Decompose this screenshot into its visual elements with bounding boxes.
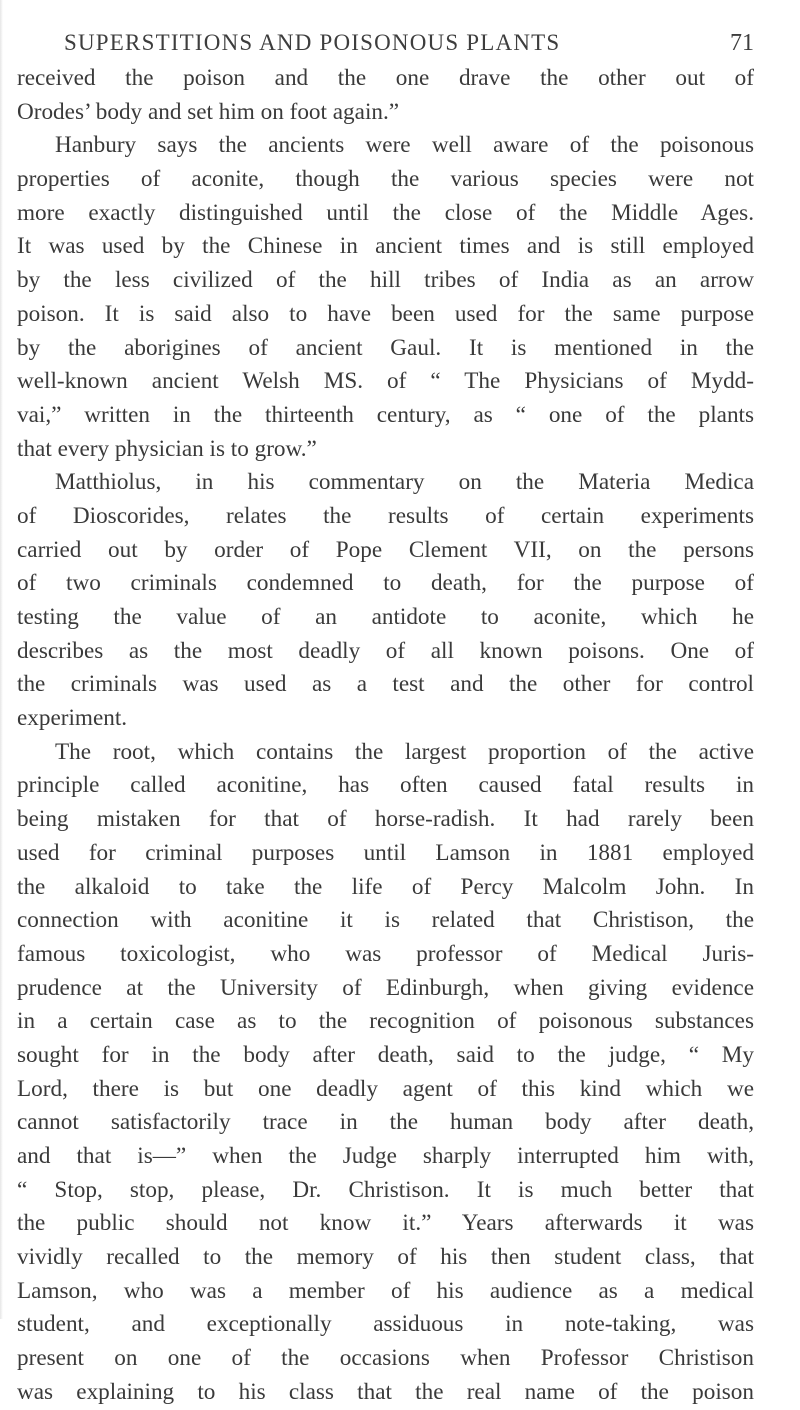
text-line: Orodes’ body and set him on foot again.”	[17, 98, 400, 125]
text-line: It was used by the Chinese in ancient times and is still employed	[17, 233, 754, 260]
text-line: student, and exceptionally assiduous in note-taking, was	[17, 1311, 754, 1338]
text-line: properties of aconite, though the various species were not	[17, 166, 754, 193]
text-line: more exactly distinguished until the close of the Middle Ages.	[17, 199, 754, 226]
body-text	[17, 62, 754, 1410]
text-line: used for criminal purposes until Lamson in 1881 employed	[17, 839, 754, 866]
text-line: the criminals was used as a test and the other for control	[17, 671, 754, 698]
text-line: and that is—” when the Judge sharply interrupted him with,	[17, 1143, 754, 1169]
text-line: Lord, there is but one deadly agent of this kind which we	[17, 1075, 754, 1102]
text-line: of Dioscorides, relates the results of certain experiments	[17, 502, 754, 529]
text-line: received the poison and the one drave the other out of	[17, 65, 754, 91]
text-line: describes as the most deadly of all known poisons. One of	[17, 637, 754, 664]
text-line: being mistaken for that of horse-radish. It had rarely been	[17, 806, 754, 833]
text-line: was explaining to his class that the real name of the poison	[17, 1378, 754, 1405]
page-number: 71	[730, 30, 754, 56]
text-line: vai,” written in the thirteenth century, as “ one of the plants	[17, 401, 754, 428]
text-line: of two criminals condemned to death, for the purpose of	[17, 570, 754, 597]
page-edge-shadow	[0, 0, 3, 1319]
text-line: by the aborigines of ancient Gaul. It is mentioned in the	[17, 334, 754, 361]
text-line: poison. It is said also to have been used for the same purpose	[17, 300, 754, 327]
running-title: SUPERSTITIONS AND POISONOUS PLANTS	[64, 30, 561, 55]
text-line: vividly recalled to the memory of his then student class, that	[17, 1244, 754, 1271]
text-line: “ Stop, stop, please, Dr. Christison. It is much better that	[17, 1176, 754, 1203]
text-line: connection with aconitine it is related that Christison, the	[17, 907, 754, 934]
running-head	[64, 18, 754, 58]
text-line: the alkaloid to take the life of Percy Malcolm John. In	[17, 873, 754, 900]
text-line: famous toxicologist, who was professor of Medical Juris-	[17, 940, 754, 967]
text-line: that every physician is to grow.”	[17, 435, 317, 462]
text-line: the public should not know it.” Years afterwards it was	[17, 1210, 754, 1237]
text-line: well-known ancient Welsh MS. of “ The Physicians of Mydd-	[17, 368, 754, 395]
text-line: principle called aconitine, has often caused fatal results in	[17, 772, 754, 799]
text-line: sought for in the body after death, said to the judge, “ My	[17, 1041, 754, 1068]
text-line: in a certain case as to the recognition of poisonous substances	[17, 1008, 754, 1035]
text-line: cannot satisfactorily trace in the human body after death,	[17, 1109, 754, 1136]
text-line: Lamson, who was a member of his audience as a medical	[17, 1277, 754, 1304]
text-line: present on one of the occasions when Professor Christison	[17, 1345, 754, 1372]
text-line: by the less civilized of the hill tribes of India as an arrow	[17, 267, 754, 294]
text-line: testing the value of an antidote to aconite, which he	[17, 604, 754, 630]
text-line: Hanbury says the ancients were well aware of the poisonous	[55, 132, 754, 159]
text-line: The root, which contains the largest proportion of the active	[55, 738, 754, 765]
text-line: Matthiolus, in his commentary on the Materia Medica	[55, 469, 754, 496]
text-line: prudence at the University of Edinburgh, when giving evidence	[17, 974, 754, 1001]
text-line: experiment.	[17, 705, 128, 732]
text-line: carried out by order of Pope Clement VII, on the persons	[17, 536, 754, 563]
